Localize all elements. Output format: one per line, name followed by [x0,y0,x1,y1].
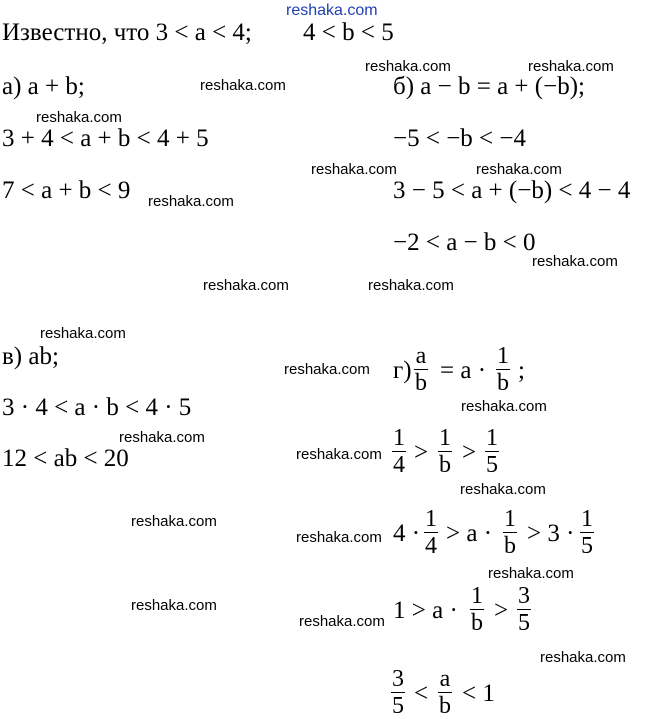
watermark: reshaka.com [36,109,122,126]
fraction-numerator: 3 [518,583,530,609]
r2-fraction-1 [424,506,438,559]
intro-condition-b: 4 < b < 5 [303,19,394,46]
r2-mid: > a · [446,520,493,547]
fraction-numerator: a [415,343,427,369]
fraction-numerator: 1 [497,343,509,369]
r3-fraction-2 [517,583,531,636]
fraction-numerator: 1 [581,506,593,532]
fraction-denominator: b [439,452,451,478]
r3-pre: 1 > a · [393,597,458,624]
watermark: reshaka.com [131,513,217,530]
r1-op1: > [414,439,429,466]
fraction-1-over-b [496,343,510,396]
r2-fraction-3 [580,506,594,559]
watermark: reshaka.com [119,429,205,446]
r2-fraction-2 [503,506,517,559]
fraction-numerator: 1 [439,425,451,451]
watermark: reshaka.com [476,161,562,178]
watermark: reshaka.com [311,161,397,178]
part-b-line2: 3 − 5 < a + (−b) < 4 − 4 [393,177,631,204]
r1-fraction-1 [392,425,406,478]
part-v-label: в) ab; [2,343,59,370]
fraction-denominator: 4 [425,533,437,559]
watermark: reshaka.com [461,398,547,415]
part-b-label: б) a − b = a + (−b); [393,73,585,100]
fraction-denominator: b [415,370,427,396]
r4-fraction-1 [391,666,405,719]
fraction-denominator: 4 [393,452,405,478]
r3-op: > [494,597,509,624]
r2-pre: 4 · [393,520,421,547]
watermark: reshaka.com [284,361,370,378]
fraction-numerator: 1 [504,506,516,532]
watermark: reshaka.com [299,613,385,630]
fraction-denominator: 5 [518,610,530,636]
site-watermark: reshaka.com [286,2,378,19]
fraction-denominator: 5 [486,452,498,478]
watermark: reshaka.com [460,481,546,498]
fraction-numerator: 3 [392,666,404,692]
watermark: reshaka.com [296,529,382,546]
fraction-numerator: 1 [393,425,405,451]
watermark: reshaka.com [131,597,217,614]
watermark: reshaka.com [488,565,574,582]
r1-fraction-2 [438,425,452,478]
part-g-eq-end: ; [518,357,525,384]
watermark: reshaka.com [148,193,234,210]
watermark: reshaka.com [532,253,618,270]
fraction-numerator: 1 [486,425,498,451]
fraction-a-over-b [414,343,428,396]
r4-fraction-2 [438,666,452,719]
part-a-line2: 7 < a + b < 9 [2,177,131,204]
watermark: reshaka.com [296,446,382,463]
r1-fraction-3 [485,425,499,478]
fraction-denominator: b [439,693,451,719]
fraction-denominator: b [471,610,483,636]
part-a-label: а) a + b; [2,73,85,100]
r3-fraction-1 [470,583,484,636]
part-g-eq-mid: = a · [440,357,487,384]
watermark: reshaka.com [528,58,614,75]
fraction-denominator: b [497,370,509,396]
fraction-denominator: b [504,533,516,559]
fraction-numerator: 1 [425,506,437,532]
watermark: reshaka.com [365,58,451,75]
part-v-line1: 3 · 4 < a · b < 4 · 5 [2,394,192,421]
part-g-label: г) [393,357,412,384]
r4-end: < 1 [462,680,495,707]
r4-op: < [414,680,429,707]
watermark: reshaka.com [368,277,454,294]
part-v-line2: 12 < ab < 20 [2,445,129,472]
fraction-numerator: a [439,666,451,692]
watermark: reshaka.com [40,325,126,342]
fraction-denominator: 5 [581,533,593,559]
watermark: reshaka.com [540,649,626,666]
intro-condition-a: Известно, что 3 < a < 4; [2,19,252,46]
fraction-denominator: 5 [392,693,404,719]
r2-mid2: > 3 · [527,520,575,547]
fraction-numerator: 1 [471,583,483,609]
r1-op2: > [462,439,477,466]
watermark: reshaka.com [203,277,289,294]
part-a-line1: 3 + 4 < a + b < 4 + 5 [2,125,209,152]
part-b-line3: −2 < a − b < 0 [393,229,536,256]
watermark: reshaka.com [200,77,286,94]
part-b-line1: −5 < −b < −4 [393,125,526,152]
